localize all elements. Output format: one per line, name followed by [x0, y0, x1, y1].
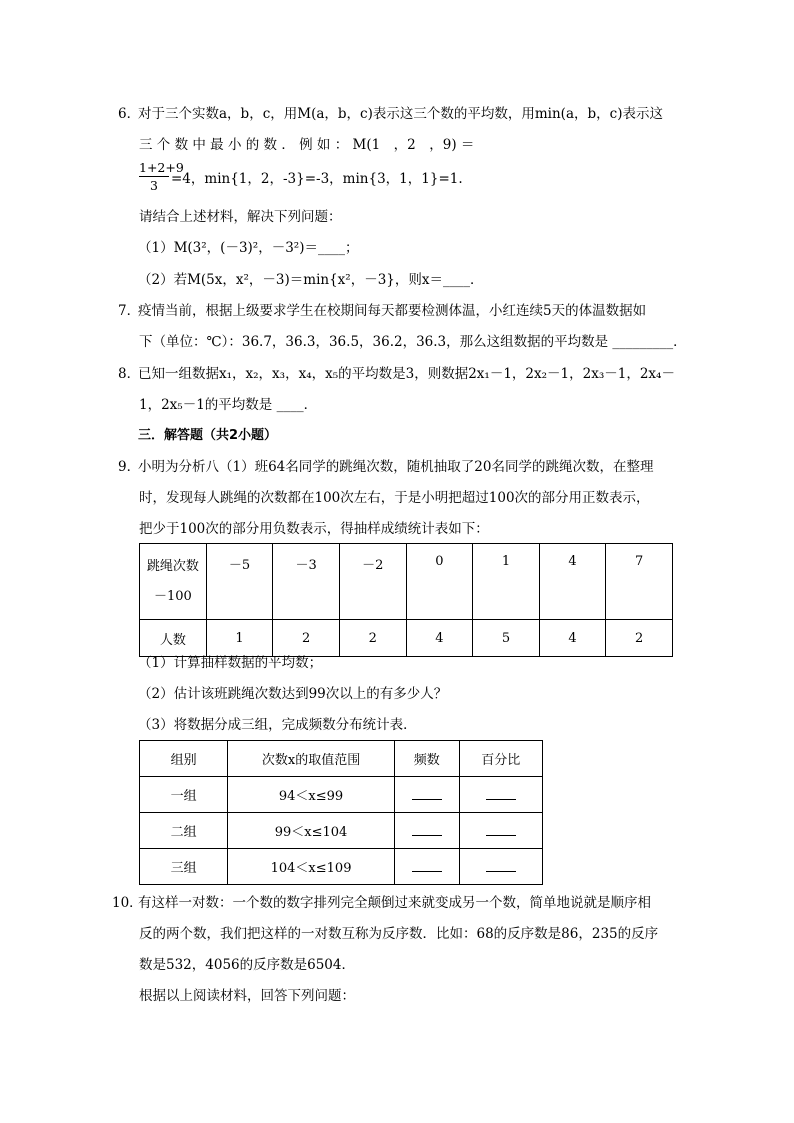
table-cell: 2 [273, 620, 340, 657]
table-cell: 7 [606, 544, 673, 620]
table-cell: 4 [406, 620, 473, 657]
table-header-cell: 组别 [140, 741, 228, 777]
q10-line2: 反的两个数，我们把这样的一对数互称为反序数．比如：68的反序数是86，235的反序 [139, 926, 659, 942]
q10-line3: 数是532，4056的反序数是6504． [139, 957, 355, 973]
table-header-cell: 次数x的取值范围 [228, 741, 395, 777]
answer-blank[interactable] [412, 785, 442, 800]
q6-line3: =4，min{1，2，-3}=-3，min{3，1，1}=1. [171, 171, 463, 187]
answer-blank[interactable] [486, 785, 516, 800]
answer-blank[interactable] [412, 821, 442, 836]
table-cell: 1 [206, 620, 273, 657]
table-header-cell: 百分比 [459, 741, 542, 777]
q7-line1: 疫情当前，根据上级要求学生在校期间每天都要检测体温，小红连续5天的体温数据如 [138, 303, 647, 319]
frequency-table [139, 740, 543, 885]
table-cell: 0 [406, 544, 473, 620]
q9-line2: 时，发现每人跳绳的次数都在100次左右，于是小明把超过100次的部分用正数表示， [139, 490, 650, 506]
answer-blank[interactable] [486, 821, 516, 836]
q7-line2: 下（单位：℃）：36.7，36.3，36.5，36.2，36.3，那么这组数据的平均数是 _________． [139, 334, 687, 350]
answer-blank-cell[interactable] [459, 777, 542, 813]
table-row [140, 813, 543, 849]
table-cell: －5 [206, 544, 273, 620]
table-cell-header: 人数 [140, 620, 207, 657]
q6-fraction [139, 160, 184, 193]
q7-number: 7． [118, 303, 141, 319]
q6-instruction: 请结合上述材料，解决下列问题： [139, 209, 342, 225]
section-heading: 三．解答题（共2小题） [138, 428, 278, 443]
table-row [140, 620, 673, 657]
table-cell: 1 [473, 544, 540, 620]
table-row [140, 849, 543, 885]
table-header-cell: 频数 [394, 741, 459, 777]
q8-line1: 已知一组数据x₁，x₂，x₃，x₄，x₅的平均数是3，则数据2x₁－1，2x₂－1，2x₃－1，2x₄－ [138, 366, 675, 382]
answer-blank[interactable] [412, 857, 442, 872]
q8-number: 8． [118, 366, 141, 382]
q6-line2: 三 个 数 中 最 小 的 数 ． 例 如 ： M(1 ，2 ，9) ＝ [139, 137, 475, 153]
table-cell: 4 [539, 544, 606, 620]
q6-frac-denominator: 3 [150, 178, 158, 193]
answer-blank-cell[interactable] [394, 777, 459, 813]
table-cell: 5 [473, 620, 540, 657]
q9-sub2: （2）估计该班跳绳次数达到99次以上的有多少人？ [138, 686, 448, 702]
q10-line1: 有这样一对数：一个数的数字排列完全颠倒过来就变成另一个数，简单地说就是顺序相 [138, 895, 651, 911]
fraction-bar [139, 176, 169, 177]
table-cell: 4 [539, 620, 606, 657]
table-row [140, 544, 673, 620]
q9-line3: 把少于100次的部分用负数表示，得抽样成绩统计表如下： [139, 521, 489, 537]
table-cell: 104＜x≤109 [228, 849, 395, 885]
table-cell: 94＜x≤99 [228, 777, 395, 813]
table-cell-header: 跳绳次数 －100 [140, 544, 207, 620]
q6-frac-numerator: 1+2+9 [139, 160, 184, 175]
q6-number: 6． [118, 106, 141, 122]
table-cell: 2 [339, 620, 406, 657]
q9-sub1: （1）计算抽样数据的平均数； [138, 655, 323, 671]
q9-line1: 小明为分析八（1）班64名同学的跳绳次数，随机抽取了20名同学的跳绳次数，在整理 [138, 459, 654, 475]
score-table [139, 543, 673, 657]
answer-blank-cell[interactable] [459, 849, 542, 885]
table-cell: －2 [339, 544, 406, 620]
table-cell: 一组 [140, 777, 228, 813]
q6-sub1: （1）M(3²，(－3)²，－3²)＝____； [138, 240, 359, 256]
q10-line4: 根据以上阅读材料，回答下列问题： [139, 988, 355, 1004]
table-cell: 2 [606, 620, 673, 657]
q10-number: 10． [112, 895, 143, 911]
table-cell: 二组 [140, 813, 228, 849]
q6-sub2: （2）若M(5x，x²，－3)＝min{x²，－3}，则x＝____． [138, 272, 484, 288]
q6-line1: 对于三个实数a，b，c，用M(a，b，c)表示这三个数的平均数，用min(a，b，c)表示这 [138, 106, 663, 122]
q9-sub3: （3）将数据分成三组，完成频数分布统计表． [138, 717, 417, 733]
answer-blank-cell[interactable] [459, 813, 542, 849]
q9-number: 9． [118, 459, 141, 475]
table-header-row [140, 741, 543, 777]
table-cell: 99＜x≤104 [228, 813, 395, 849]
table-cell: －3 [273, 544, 340, 620]
q8-line2: 1，2x₅－1的平均数是 ____． [139, 397, 318, 413]
table-cell: 三组 [140, 849, 228, 885]
table-row [140, 777, 543, 813]
answer-blank[interactable] [486, 857, 516, 872]
answer-blank-cell[interactable] [394, 849, 459, 885]
answer-blank-cell[interactable] [394, 813, 459, 849]
